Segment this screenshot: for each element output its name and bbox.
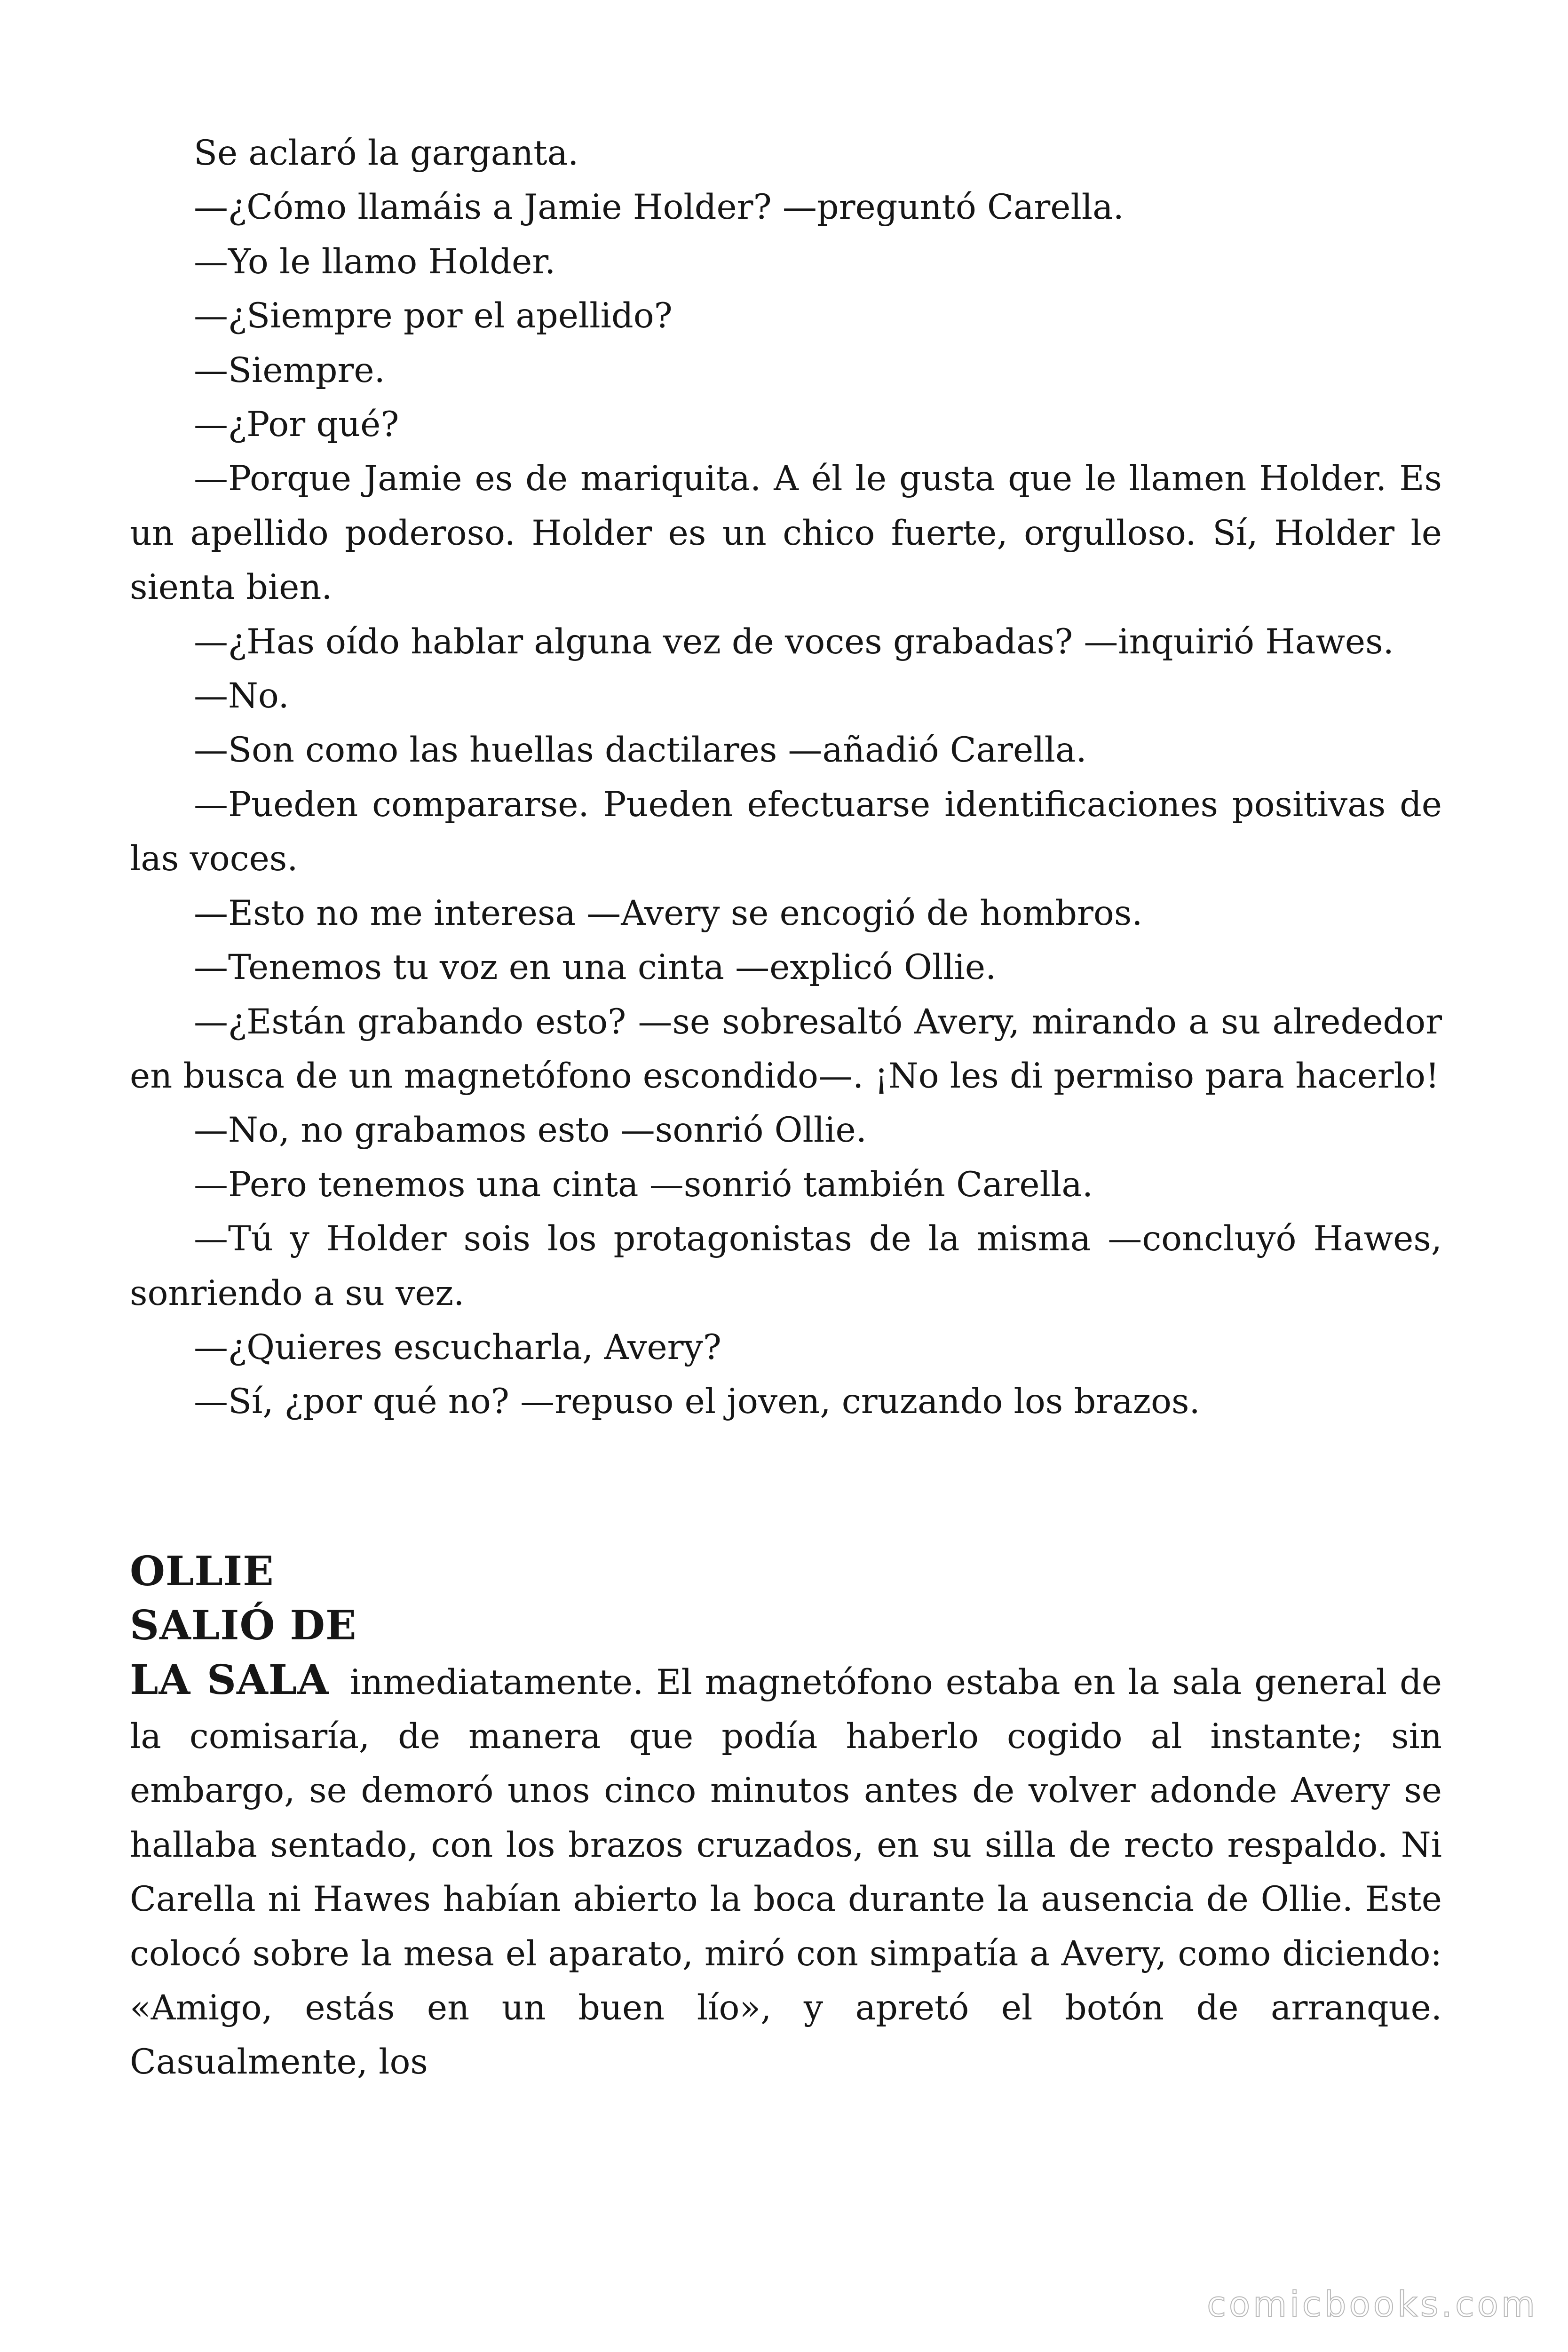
paragraph: Se aclaró la garganta. bbox=[194, 133, 579, 173]
page-body bbox=[130, 126, 1442, 2090]
section-heading-line: OLLIE bbox=[130, 1547, 274, 1595]
section-break bbox=[130, 1429, 1442, 1544]
section-heading-line: LA SALA bbox=[130, 1656, 329, 1704]
paragraph: —Pueden compararse. Pueden efectuarse identificaciones positivas de las voces. bbox=[130, 784, 1442, 879]
paragraph: —No. bbox=[194, 676, 289, 716]
section-body-text: inmediatamente. El magnetófono estaba en la sala general de la comisaría, de manera que podía haberlo cogido al instante; sin embargo, se demoró unos cinco minutos antes de volver adonde Avery se hallaba sentado, con los brazos cruzados, en su silla de recto respaldo. Ni Carella ni Hawes habían abierto la boca durante la ausencia de Ollie. Este colocó sobre la mesa el aparato, miró con simpatía a Avery, como diciendo: «Amigo, estás en un buen lío», y apretó el botón de arranque. Casualmente, los bbox=[130, 1662, 1442, 2082]
paragraph: —Yo le llamo Holder. bbox=[194, 241, 556, 282]
paragraph: —¿Por qué? bbox=[194, 405, 399, 445]
section-heading-line: SALIÓ DE bbox=[130, 1602, 357, 1650]
paragraph: —¿Has oído hablar alguna vez de voces grabadas? —inquirió Hawes. bbox=[194, 621, 1394, 662]
watermark: comicbooks.com bbox=[1207, 2284, 1538, 2325]
paragraph: —Son como las huellas dactilares —añadió Carella. bbox=[194, 730, 1087, 771]
paragraph: —¿Están grabando esto? —se sobresaltó Avery, mirando a su alrededor en busca de un magnetófono escondido—. ¡No les di permiso para hacerlo! bbox=[130, 1001, 1442, 1096]
paragraph: —Tenemos tu voz en una cinta —explicó Ollie. bbox=[194, 947, 997, 988]
paragraph: —Sí, ¿por qué no? —repuso el joven, cruzando los brazos. bbox=[194, 1382, 1200, 1422]
section-opening bbox=[130, 1544, 1442, 2090]
paragraph: —Porque Jamie es de mariquita. A él le gusta que le llamen Holder. Es un apellido poderoso. Holder es un chico fuerte, orgulloso. Sí, Holder le sienta bien. bbox=[130, 459, 1442, 608]
paragraph: —Pero tenemos una cinta —sonrió también Carella. bbox=[194, 1164, 1093, 1205]
paragraph: —Siempre. bbox=[194, 350, 385, 390]
paragraph: —Esto no me interesa —Avery se encogió de hombros. bbox=[194, 893, 1143, 933]
paragraph: —¿Quieres escucharla, Avery? bbox=[194, 1327, 721, 1367]
paragraph: —No, no grabamos esto —sonrió Ollie. bbox=[194, 1110, 867, 1151]
paragraph: —¿Siempre por el apellido? bbox=[194, 296, 673, 336]
paragraph: —Tú y Holder sois los protagonistas de la misma —concluyó Hawes, sonriendo a su vez. bbox=[130, 1219, 1442, 1313]
paragraph: —¿Cómo llamáis a Jamie Holder? —preguntó Carella. bbox=[194, 187, 1124, 228]
